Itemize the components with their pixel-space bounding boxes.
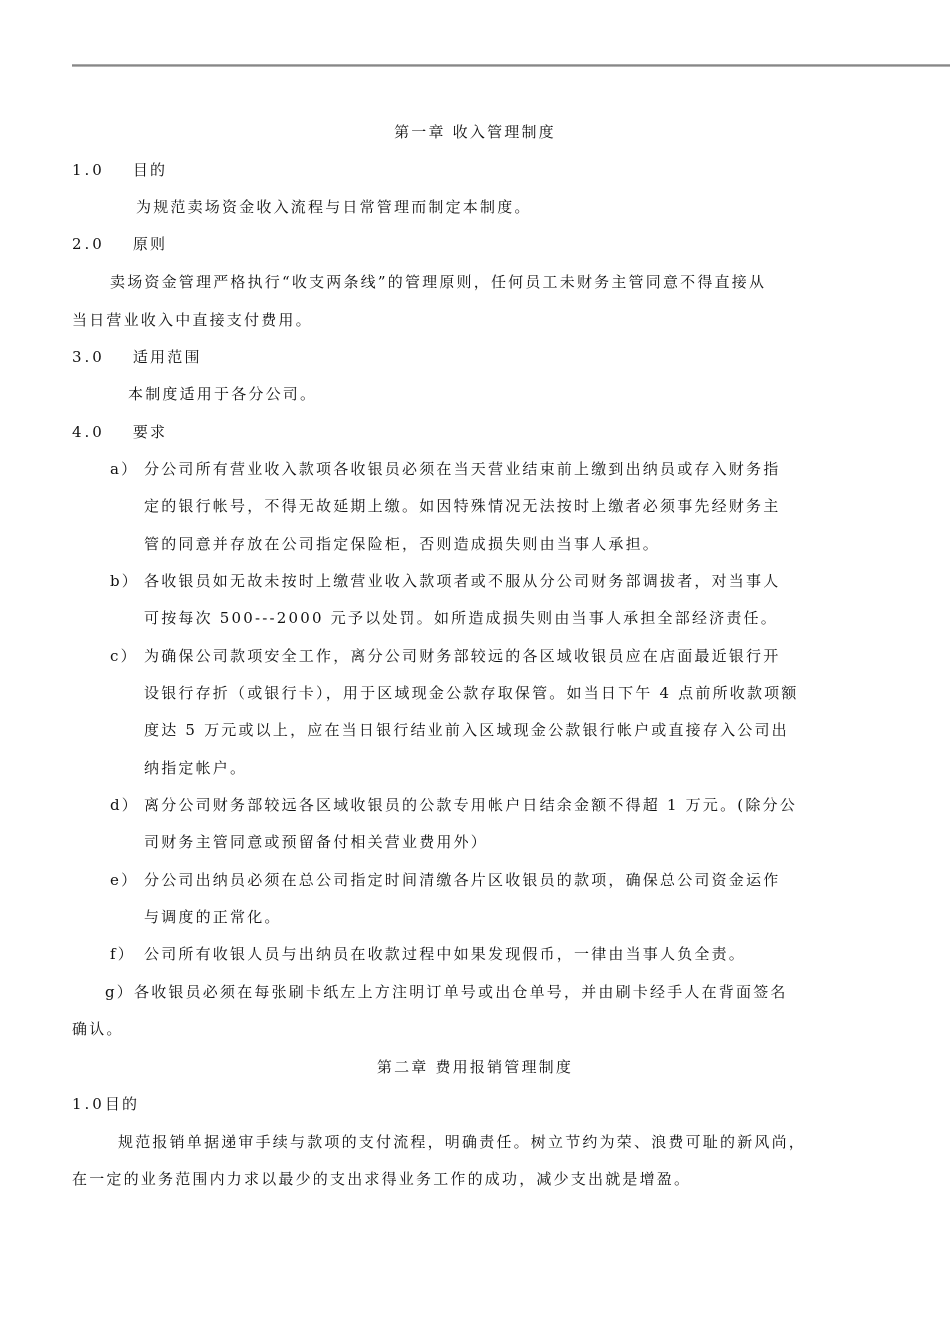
section-heading — [72, 347, 202, 367]
list-item — [110, 646, 780, 666]
list-item-label: b） — [110, 572, 140, 590]
list-item-text: 为确保公司款项安全工作，离分公司财务部较远的各区域收银员应在店面最近银行开 — [144, 647, 781, 665]
section-heading — [72, 160, 167, 180]
list-item-text: 离分公司财务部较远各区域收银员的公款专用帐户日结余金额不得超 1 万元。(除分公 — [144, 796, 797, 814]
section-number: 2.0 — [72, 235, 105, 253]
list-item-label: a） — [110, 460, 139, 478]
list-item-text: g）各收银员必须在每张刷卡纸左上方注明订单号或出仓单号，并由刷卡经手人在背面签名 — [105, 983, 788, 1001]
section-title: 目的 — [104, 1095, 140, 1113]
section-heading — [72, 422, 167, 442]
section-title: 适用范围 — [132, 348, 202, 366]
list-item-text: 分公司出纳员必须在总公司指定时间清缴各片区收银员的款项，确保总公司资金运作 — [144, 871, 781, 889]
chapter2-title: 第二章 费用报销管理制度 — [376, 1058, 574, 1076]
list-item-text: 司财务主管同意或预留备付相关营业费用外） — [144, 833, 489, 851]
section-title: 目的 — [132, 161, 168, 179]
section-heading — [72, 234, 167, 254]
paragraph: 本制度适用于各分公司。 — [128, 385, 318, 403]
list-item-text: 纳指定帐户。 — [144, 759, 248, 777]
list-item-text: 管的同意并存放在公司指定保险柜，否则造成损失则由当事人承担。 — [144, 535, 661, 553]
list-item-label: e） — [110, 871, 139, 889]
section-title: 要求 — [132, 423, 168, 441]
list-item-label: f） — [110, 945, 135, 963]
header-rule — [72, 64, 950, 67]
section-number: 1.0 — [72, 1095, 105, 1113]
paragraph-line: 在一定的业务范围内力求以最少的支出求得业务工作的成功，减少支出就是增盈。 — [72, 1170, 692, 1188]
list-item-text: 各收银员如无故未按时上缴营业收入款项者或不服从分公司财务部调拔者，对当事人 — [144, 572, 781, 590]
list-item — [110, 571, 780, 591]
paragraph-line: 规范报销单据递审手续与款项的支付流程，明确责任。树立节约为荣、浪费可耻的新风尚， — [118, 1133, 807, 1151]
list-item-text: 分公司所有营业收入款项各收银员必须在当天营业结束前上缴到出纳员或存入财务指 — [144, 460, 781, 478]
list-item-text: 与调度的正常化。 — [144, 908, 282, 926]
list-item — [110, 944, 746, 964]
section-heading — [72, 1094, 139, 1114]
list-item — [110, 795, 797, 815]
list-item-label: d） — [110, 796, 140, 814]
list-item-text: 公司所有收银人员与出纳员在收款过程中如果发现假币，一律由当事人负全责。 — [144, 945, 747, 963]
section-number: 4.0 — [72, 423, 105, 441]
list-item — [110, 870, 780, 890]
section-number: 3.0 — [72, 348, 105, 366]
list-item-text: 定的银行帐号，不得无故延期上缴。如因特殊情况无法按时上缴者必须事先经财务主 — [144, 497, 781, 515]
section-number: 1.0 — [72, 161, 105, 179]
list-item — [110, 459, 780, 479]
chapter1-title: 第一章 收入管理制度 — [394, 123, 556, 141]
paragraph-line: 当日营业收入中直接支付费用。 — [72, 311, 313, 329]
list-item-text: 度达 5 万元或以上，应在当日银行结业前入区域现金公款银行帐户或直接存入公司出 — [144, 721, 789, 739]
paragraph-line: 卖场资金管理严格执行“收支两条线”的管理原则，任何员工未财务主管同意不得直接从 — [110, 273, 767, 291]
list-item-text: 可按每次 500---2000 元予以处罚。如所造成损失则由当事人承担全部经济责任。 — [144, 609, 778, 627]
list-item-text: 设银行存折（或银行卡），用于区域现金公款存取保管。如当日下午 4 点前所收款项额 — [144, 684, 799, 702]
paragraph: 为规范卖场资金收入流程与日常管理而制定本制度。 — [136, 198, 532, 216]
list-item-text: 确认。 — [72, 1020, 124, 1038]
list-item-label: c） — [110, 647, 138, 665]
section-title: 原则 — [132, 235, 168, 253]
